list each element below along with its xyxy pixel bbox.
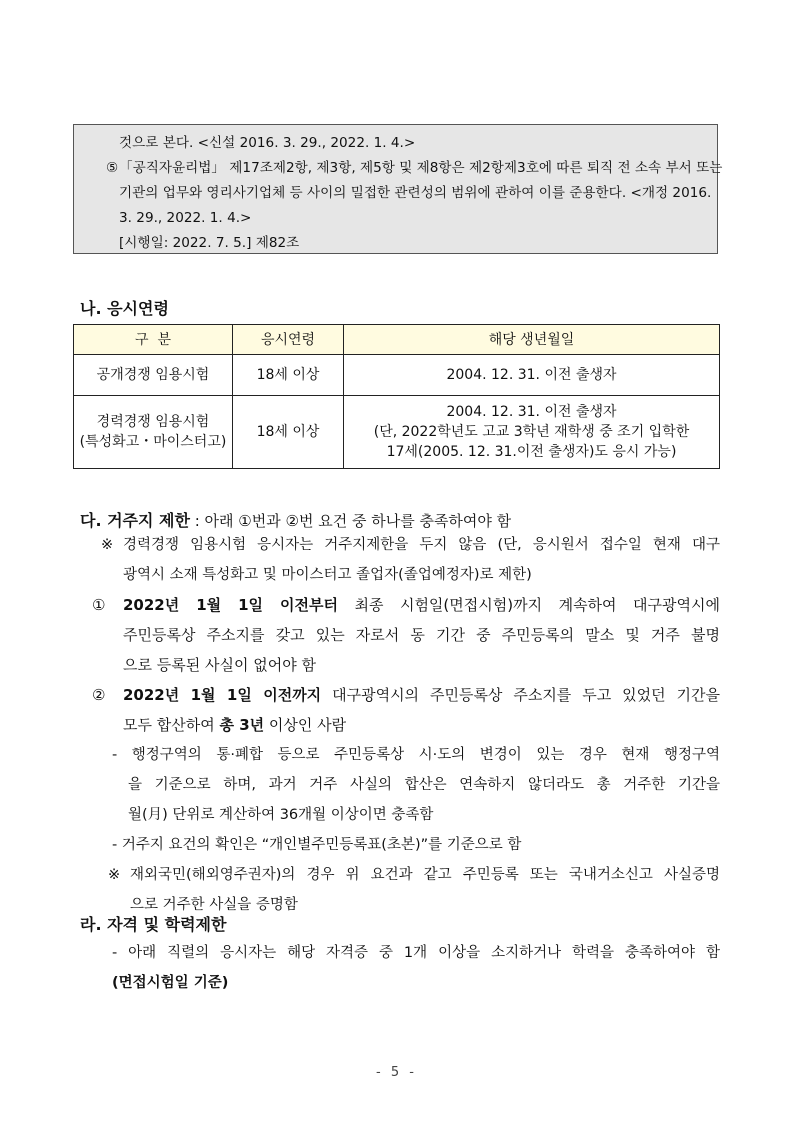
row-birthdate: 2004. 12. 31. 이전 출생자 <box>344 355 720 396</box>
row-type: 경력경쟁 임용시험 (특성화고・마이스터고) <box>74 396 233 469</box>
header-category: 구 분 <box>74 325 233 355</box>
law-enforcement-date: [시행일: 2022. 7. 5.] 제82조 <box>119 235 300 251</box>
note-marker: ※ <box>101 537 114 553</box>
residence-conditions <box>80 530 720 920</box>
detail-line: - 행정구역의 통·폐합 등으로 주민등록상 시·도의 변경이 있는 경우 현재 행정구역 <box>112 747 720 763</box>
condition-1-line-3: 으로 등록된 사실이 없어야 함 <box>123 656 316 674</box>
section-title-qualification: 라. 자격 및 학력제한 <box>80 915 227 934</box>
detail-line: 을 기준으로 하며, 과거 거주 사실의 합산은 연속하지 않더라도 총 거주한 기간을 <box>128 777 720 793</box>
detail-line: - 거주지 요건의 확인은 “개인별주민등록표(초본)”를 기준으로 함 <box>112 837 522 853</box>
note-line: ※ 경력경쟁 임용시험 응시자는 거주지제한을 두지 않음 (단, 응시원서 접수일 현재 대구 <box>80 530 720 560</box>
condition-1-line-2: 주민등록상 주소지를 갖고 있는 자로서 동 기간 중 주민등록의 말소 및 거주 불명 <box>123 626 720 644</box>
section-title-residence: 다. 거주지 제한 : 아래 ①번과 ②번 요건 중 하나를 충족하여야 함 <box>80 511 512 530</box>
row-type: 공개경쟁 임용시험 <box>74 355 233 396</box>
table-header-row <box>74 325 720 355</box>
qualification-text <box>80 938 720 998</box>
circled-number-2: ② <box>92 686 106 704</box>
section-title-age: 나. 응시연령 <box>80 299 169 318</box>
condition-2-line-2: 모두 합산하여 총 3년 이상인 사람 <box>123 716 347 734</box>
header-age: 응시연령 <box>233 325 344 355</box>
law-excerpt-box <box>73 124 723 254</box>
row-birthdate: 2004. 12. 31. 이전 출생자 (단, 2022학년도 고교 3학년 재학생 중 조기 입학한 17세(2005. 12. 31.이전 출생자)도 응시 가능) <box>344 396 720 469</box>
detail-line: 월(月) 단위로 계산하여 36개월 이상이면 충족함 <box>128 807 434 823</box>
note-line: 광역시 소재 특성화고 및 마이스터고 졸업자(졸업예정자)로 제한) <box>123 567 532 583</box>
law-item-5-line-3: 3. 29., 2022. 1. 4.> <box>119 210 252 226</box>
detail-line: - 아래 직렬의 응시자는 해당 자격증 중 1개 이상을 소지하거나 학력을 충족하여야 함 <box>112 945 720 961</box>
row-age: 18세 이상 <box>233 355 344 396</box>
page-number: - 5 - <box>376 1065 417 1080</box>
condition-2-line-1: ② 2022년 1월 1일 이전까지 대구광역시의 주민등록상 주소지를 두고 있었던 기간을 <box>80 680 720 710</box>
table-row <box>74 355 720 396</box>
law-item-5-line-2: 기관의 업무와 영리사기업체 등 사이의 밀접한 관련성의 범위에 관하여 이를 준용한다. <개정 2016. <box>119 185 712 201</box>
row-age: 18세 이상 <box>233 396 344 469</box>
note-line: 으로 거주한 사실을 증명함 <box>130 897 298 913</box>
note-line: ※ 재외국민(해외영주권자)의 경우 위 요건과 같고 주민등록 또는 국내거소신고 사실증명 <box>80 860 720 890</box>
detail-line: (면접시험일 기준) <box>112 975 229 991</box>
law-line-1: 것으로 본다. <신설 2016. 3. 29., 2022. 1. 4.> <box>119 135 416 151</box>
circled-number-1: ① <box>92 596 106 614</box>
table-row <box>74 396 720 469</box>
condition-1-line-1: ① 2022년 1월 1일 이전부터 최종 시험일(면접시험)까지 계속하여 대구광역시에 <box>80 590 720 620</box>
law-item-5-line-1: ⑤ 「공직자윤리법」 제17조제2항, 제3항, 제5항 및 제8항은 제2항제3호에 따른 퇴직 전 소속 부서 또는 <box>74 156 717 181</box>
circled-number-5: ⑤ <box>106 160 119 176</box>
age-table <box>73 324 720 469</box>
note-marker: ※ <box>108 867 121 883</box>
header-birthdate: 해당 생년월일 <box>344 325 720 355</box>
